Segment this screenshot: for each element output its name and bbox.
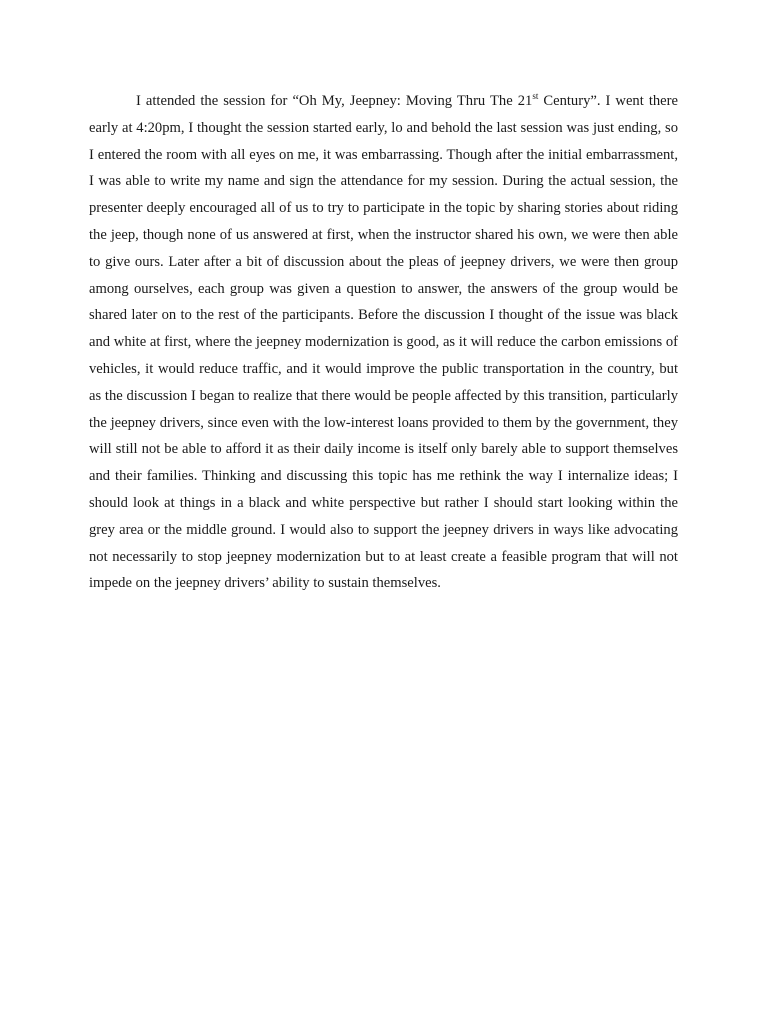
body-paragraph <box>89 88 678 597</box>
paragraph-text-rest: Century”. I went there early at 4:20pm, I thought the session started early, lo and behold the last session was just ending, so I entered the room with all eyes on me, it was embarrassing. Though after the initial embarrassment, I was able to write my name and sign the attendance for my session. During the actual session, the presenter deeply encouraged all of us to try to participate in the topic by sharing stories about riding the jeep, though none of us answered at first, when the instructor shared his own, we were then able to give ours. Later after a bit of discussion about the pleas of jeepney drivers, we were then group among ourselves, each group was given a question to answer, the answers of the group would be shared later on to the rest of the participants. Before the discussion I thought of the issue was black and white at first, where the jeepney modernization is good, as it will reduce the carbon emissions of vehicles, it would reduce traffic, and it would improve the public transportation in the country, but as the discussion I began to realize that there would be people affected by this transition, particularly the jeepney drivers, since even with the low-interest loans provided to them by the government, they will still not be able to afford it as their daily income is itself only barely able to support themselves and their families. Thinking and discussing this topic has me rethink the way I internalize ideas; I should look at things in a black and white perspective but rather I should start looking within the grey area or the middle ground. I would also to support the jeepney drivers in ways like advocating not necessarily to stop jeepney modernization but to at least create a feasible program that will not impede on the jeepney drivers’ ability to sustain themselves. <box>89 93 678 592</box>
ordinal-superscript: st <box>532 91 539 102</box>
paragraph-text-start: I attended the session for “Oh My, Jeepney: Moving Thru The 21 <box>136 93 533 109</box>
